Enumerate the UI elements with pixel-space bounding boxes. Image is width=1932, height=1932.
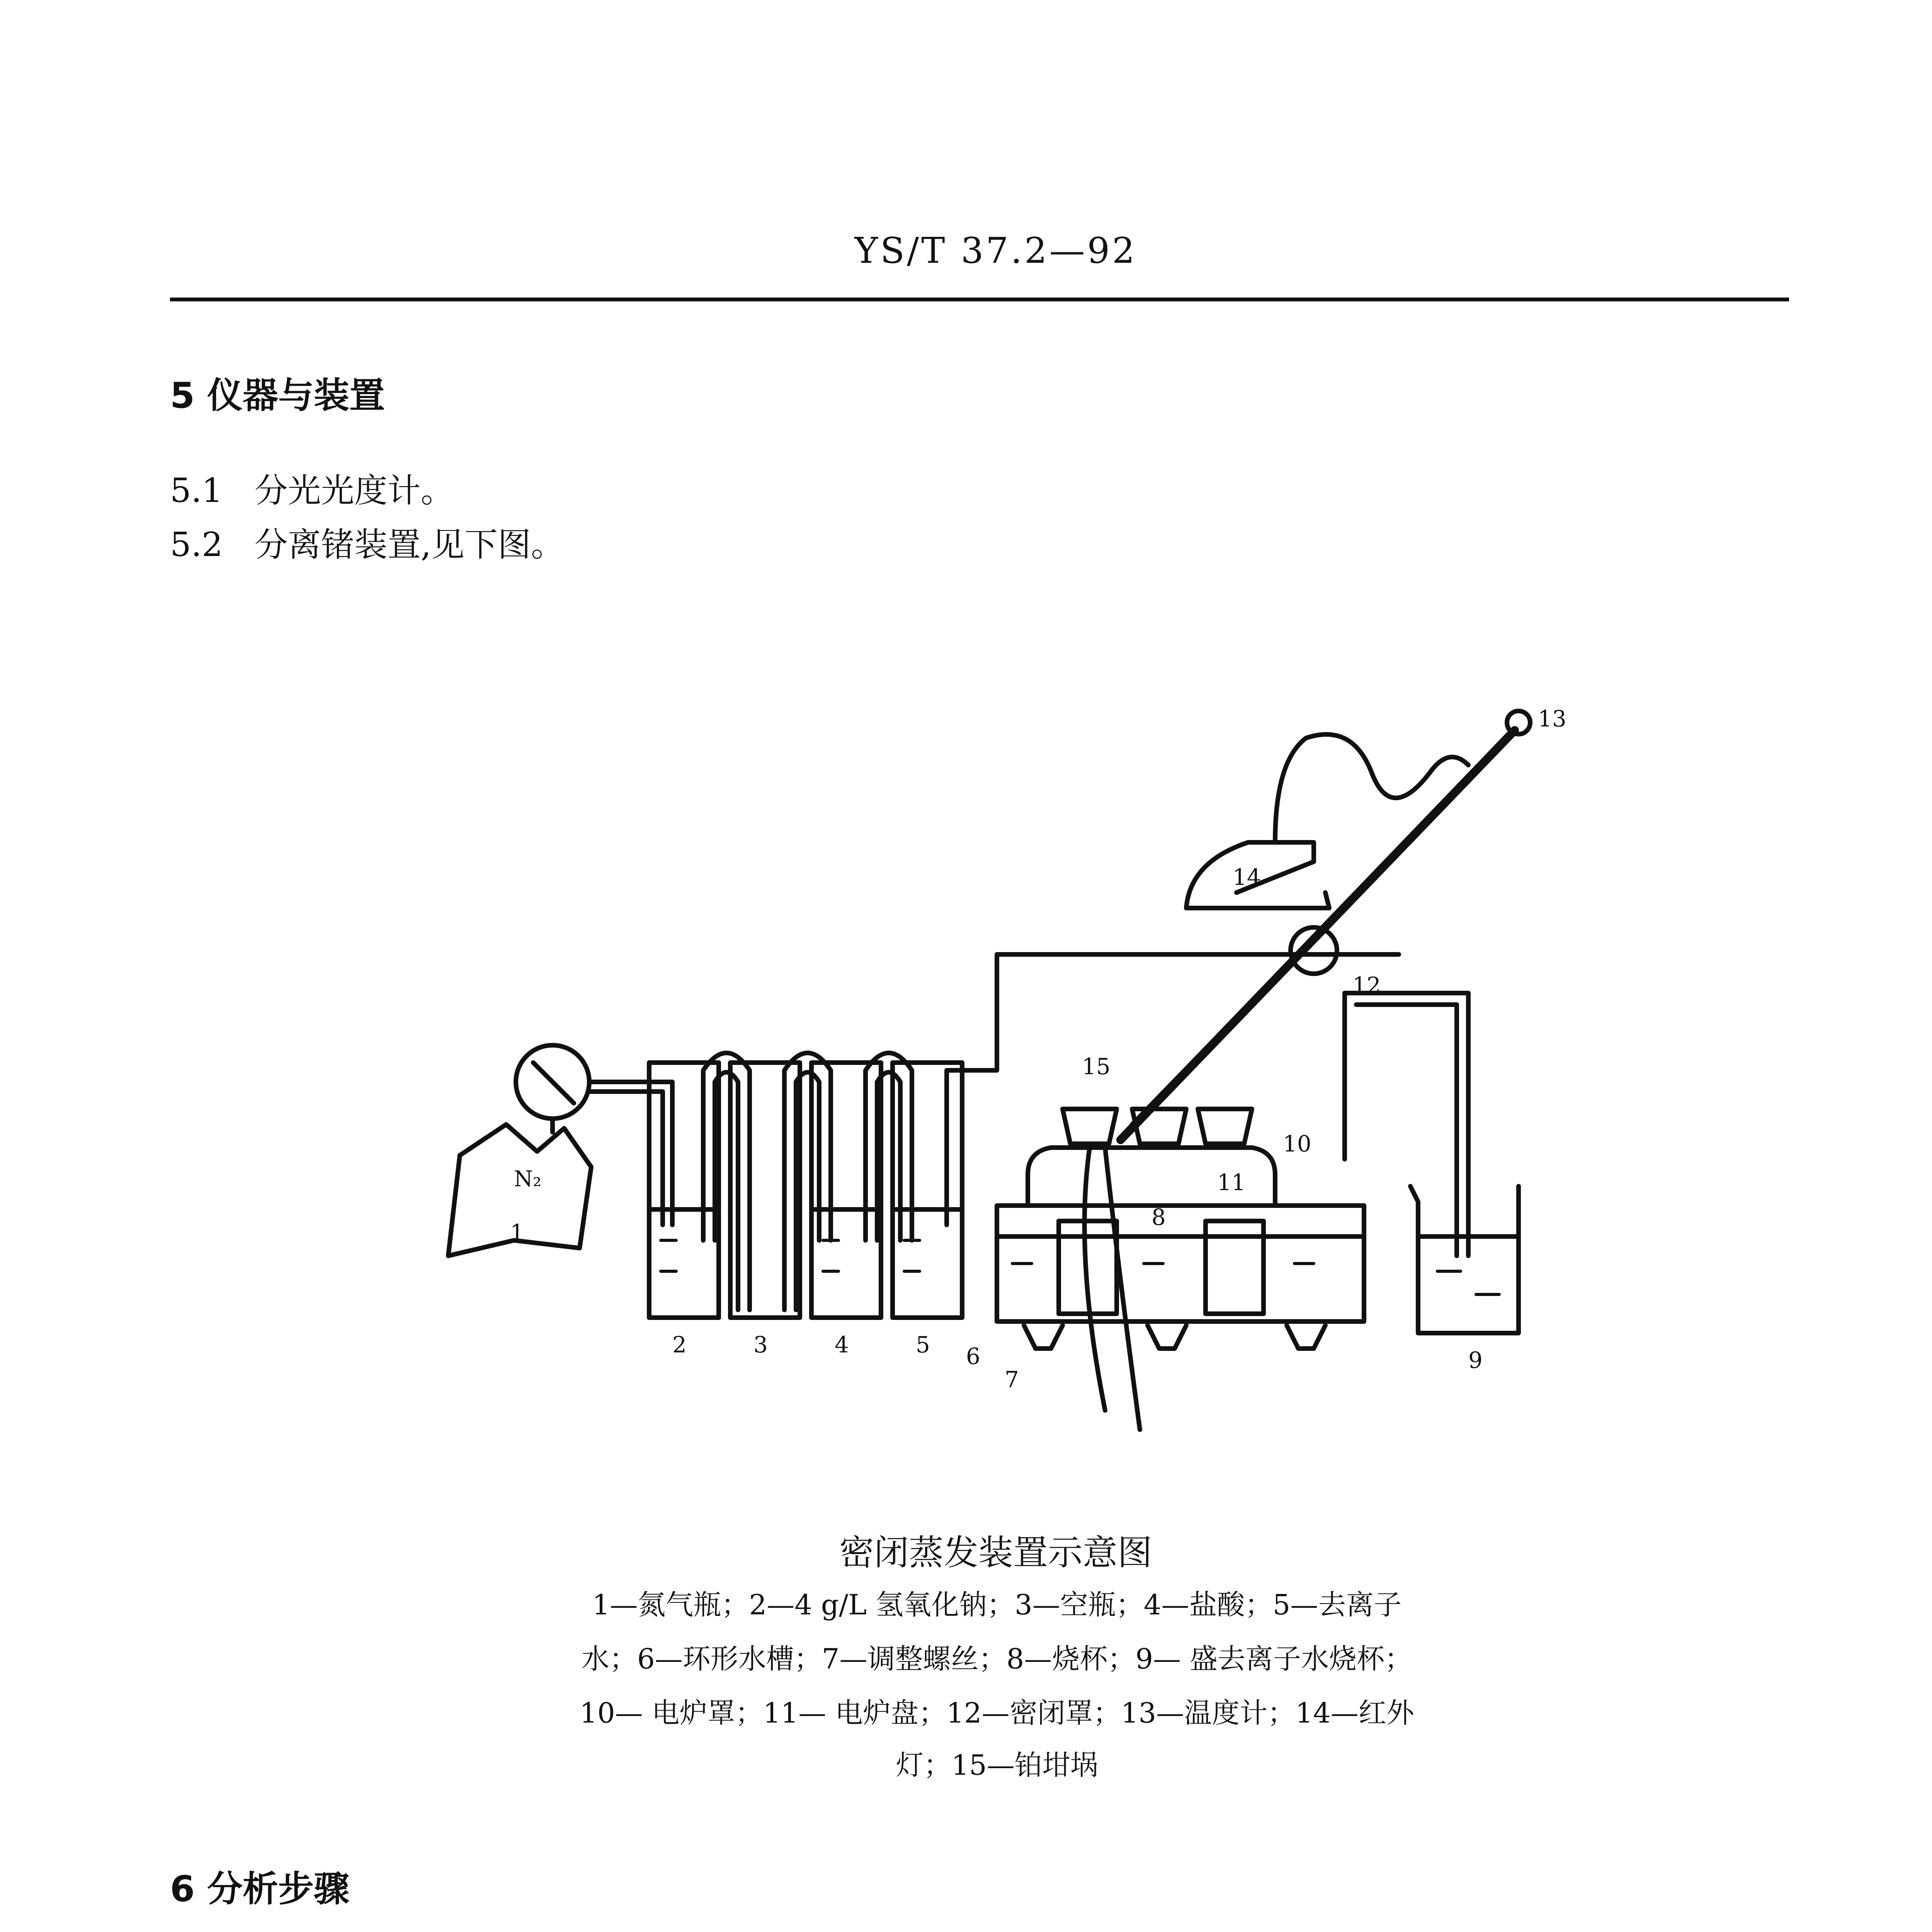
label-8: 8	[1151, 1204, 1166, 1230]
bottle-3	[730, 1063, 800, 1318]
header-rule	[170, 298, 1789, 301]
label-2: 2	[672, 1332, 687, 1358]
bottle-4	[811, 1063, 881, 1318]
section-6-heading: 6 分析步骤	[170, 1868, 350, 1910]
bottle-5	[893, 1063, 962, 1318]
figure-legend-line-4: 灯；15—铂坩埚	[896, 1749, 1098, 1781]
label-11: 11	[1217, 1169, 1246, 1196]
label-14: 14	[1233, 864, 1261, 890]
item-5-1	[170, 464, 454, 512]
figure-caption: 密闭蒸发装置示意图	[839, 1532, 1152, 1573]
item-5-1-num: 5.1	[170, 471, 223, 510]
item-5-1-text: 分光光度计。	[254, 471, 454, 510]
figure-legend-line-2: 水；6—环形水槽；7—调整螺丝；8—烧杯；9— 盛去离子水烧杯；	[581, 1643, 1413, 1675]
platinum-crucible	[1063, 1109, 1117, 1144]
deionized-water-beaker	[1410, 1186, 1519, 1333]
adjusting-screw	[1024, 1325, 1063, 1349]
label-7: 7	[1005, 1366, 1019, 1393]
label-1: 1	[510, 1219, 524, 1246]
label-9: 9	[1468, 1347, 1483, 1373]
item-5-2-num: 5.2	[170, 526, 223, 564]
section-5-heading: 5 仪器与装置	[170, 375, 385, 416]
label-3: 3	[753, 1332, 768, 1358]
gas-label-n2: N₂	[514, 1167, 542, 1192]
label-5: 5	[916, 1332, 930, 1358]
label-6: 6	[966, 1343, 980, 1369]
label-10: 10	[1283, 1131, 1311, 1157]
closed-evaporation-apparatus-diagram	[425, 676, 1584, 1468]
standard-number-header: YS/T 37.2—92	[854, 230, 1137, 271]
label-4: 4	[835, 1332, 849, 1358]
item-5-2-text: 分离锗装置,见下图。	[254, 526, 565, 564]
label-12: 12	[1352, 972, 1381, 998]
figure-legend-line-3: 10— 电炉罩；11— 电炉盘；12—密闭罩；13—温度计；14—红外	[580, 1697, 1414, 1729]
item-5-2	[170, 518, 564, 566]
figure-legend-line-1: 1—氮气瓶；2—4 g/L 氢氧化钠；3—空瓶；4—盐酸；5—去离子	[592, 1588, 1402, 1621]
label-15: 15	[1082, 1053, 1111, 1080]
label-13: 13	[1538, 706, 1566, 732]
bottle-2	[649, 1063, 719, 1318]
